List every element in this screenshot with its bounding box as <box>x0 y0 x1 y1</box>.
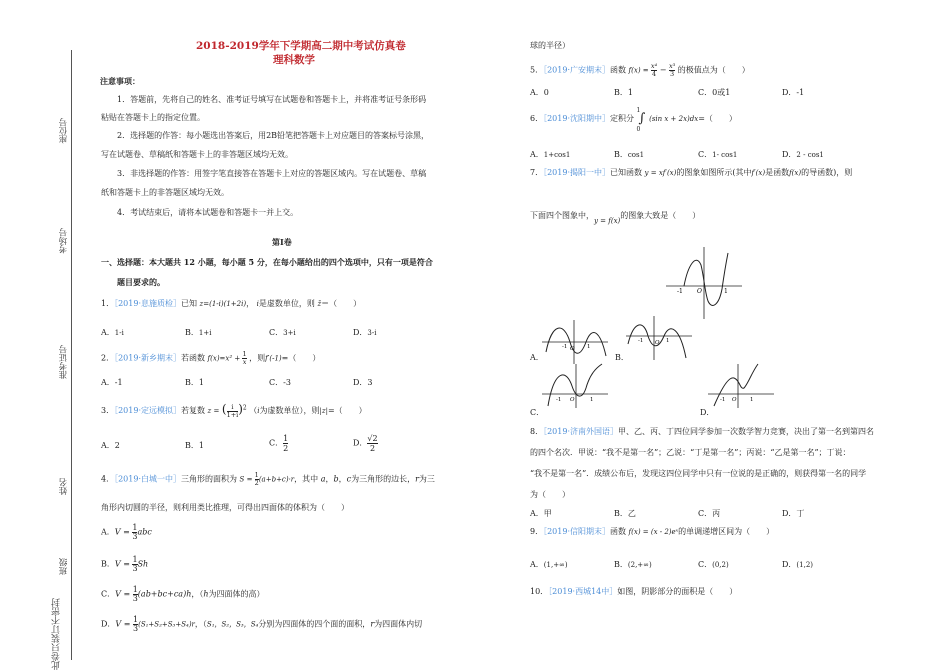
binding-line <box>71 50 72 660</box>
svg-text:-1: -1 <box>556 397 562 403</box>
svg-text:O: O <box>655 340 660 346</box>
note-2b: 写在试题卷、草稿纸和答题卡上的非答题区域均无效。 <box>101 150 293 159</box>
q7-option-b-graph <box>624 314 694 362</box>
svg-text:1: 1 <box>587 344 591 350</box>
svg-text:O: O <box>697 288 702 295</box>
q4-option-d: D．V = $\frac{1}{3}$ (S₁+S₂+S₃+S₄)r，（S₁，S₂，S₃，S₄分别为四面体的四个面的面积，r为四面体内切 <box>101 615 423 633</box>
svg-text:O: O <box>732 397 737 403</box>
svg-text:O: O <box>570 346 575 352</box>
svg-text:1: 1 <box>750 397 754 403</box>
note-3a: 3．非选择题的作答：用签字笔直接答在答题卡上对应的答题区域内。写在试题卷、草稿 <box>117 169 427 178</box>
question-7: 7．［2019·揭阳一中］已知函数 y = xf′(x)的图象如图所示(其中f′(x)是函数f(x)的导函数)，则 <box>530 168 853 177</box>
q4-option-c: C．V = $\frac{1}{3}$ (ab+bc+ca)h，（h为四面体的高） <box>101 585 265 603</box>
q4-option-b: B．V = $\frac{1}{3}$ Sh <box>101 555 149 573</box>
question-3: 3．［2019·定远模拟］若复数 z = ( $\frac{i}{1+i}$ )$^2$ （i为虚数单位），则|z|=（ ） <box>101 402 367 419</box>
note-4: 4．考试结束后，请将本试题卷和答题卡一并上交。 <box>117 208 299 217</box>
svg-text:-1: -1 <box>720 397 726 403</box>
question-9: 9．［2019·信阳期末］函数 f(x) = (x - 2)eˣ的单调递增区间为（ ） <box>530 527 775 536</box>
svg-text:-1: -1 <box>638 338 644 344</box>
question-4: 4．［2019·白城一中］三角形的面积为 S = $\frac{1}{2}$ (a+b+c)·r，其中 a，b，c为三角形的边长，r为三 <box>101 471 435 487</box>
svg-text:1: 1 <box>666 338 670 344</box>
q4-line2: 角形内切圆的半径，则利用类比推理，可得出四面体的体积为（ ） <box>101 503 349 512</box>
question-1: 1．［2019·息施质检］已知 z=(1-i)(1+2i)， i是虚数单位，则 z̄＝（ ） <box>101 299 362 308</box>
q7-option-d: D． <box>700 408 715 417</box>
svg-text:1: 1 <box>724 288 728 295</box>
note-1a: 1．答题前，先将自己的姓名、准考证号填写在试题卷和答题卡上，并将准考证号条形码 <box>117 95 427 104</box>
svg-text:O: O <box>570 397 575 403</box>
q7-option-c: C． <box>530 408 545 417</box>
q7-option-c-graph <box>540 362 610 410</box>
q7-option-a: A． <box>530 353 544 362</box>
q7-option-b: B． <box>615 353 629 362</box>
question-6: 6．［2019·沈阳期中］定积分 1 ∫ 0 (sin x + 2x)dx=（ ） <box>530 107 737 133</box>
q8-line4: 为（ ） <box>530 490 570 499</box>
q7-main-graph <box>664 245 744 320</box>
note-2a: 2．选择题的作答：每小题选出答案后，用2B铅笔把答题卡上对应题目的答案标号涂黑， <box>117 131 430 140</box>
name-label: 姓名 <box>59 478 69 495</box>
q8-line2: 的四个名次．甲说：“我不是第一名”；乙说：“丁是第一名”；丙说：“乙是第一名”；丁说： <box>530 448 851 457</box>
q7-option-a-graph <box>540 318 610 366</box>
page-subtitle: 理科数学 <box>273 54 315 66</box>
section-heading-1: 一、选择题：本大题共 12 小题，每小题 5 分，在每小题给出的四个选项中，只有一项是符合 <box>101 257 433 267</box>
q8-line3: “我不是第一名”．成绩公布后，发现这四位同学中只有一位说的是正确的，则获得第一名的同学 <box>530 469 867 478</box>
question-5: 5．［2019·广安期末］函数 f(x) = $\frac{\text{x⁴}}{4}$ − $\frac{\text{x³}}{3}$ 的极值点为（ ） <box>530 62 750 78</box>
binding-notice: 此卷只装订不密封 <box>52 598 62 670</box>
q7-line2: 下面四个图象中，y = f(x)的图象大致是（ ） <box>530 211 701 225</box>
notes-heading: 注意事项： <box>100 76 140 86</box>
svg-text:1: 1 <box>590 397 594 403</box>
svg-text:-1: -1 <box>677 288 683 295</box>
q4-continued: 球的半径） <box>530 41 570 50</box>
svg-text:-1: -1 <box>562 344 568 350</box>
ticket-label: 准考证号 <box>59 345 69 379</box>
question-10: 10．［2019·西城14中］如图，阴影部分的面积是（ ） <box>530 587 738 596</box>
q7-option-d-graph <box>706 362 776 410</box>
q4-option-a: A．V = $\frac{1}{3}$ abc <box>101 523 152 541</box>
room-label: 考场号 <box>59 228 69 254</box>
section-heading-2: 题目要求的。 <box>117 277 165 287</box>
question-2: 2．［2019·新乡期末］若函数 f(x)=x² + $\frac{1}{x}$ ，则f′(-1)=（ ） <box>101 350 321 366</box>
seat-label: 座位号 <box>59 118 69 144</box>
question-8: 8．［2019·济南外国语］甲、乙、丙、丁四位同学参加一次数学智力竞赛，决出了第一名到第四名 <box>530 427 874 436</box>
class-label: 班级 <box>59 558 69 575</box>
part-heading: 第Ⅰ卷 <box>272 237 292 247</box>
note-1b: 粘贴在答题卡上的指定位置。 <box>101 113 205 122</box>
page-title: 2018-2019学年下学期高二期中考试仿真卷 <box>196 40 406 52</box>
note-3b: 纸和答题卡上的非答题区域均无效。 <box>101 188 229 197</box>
